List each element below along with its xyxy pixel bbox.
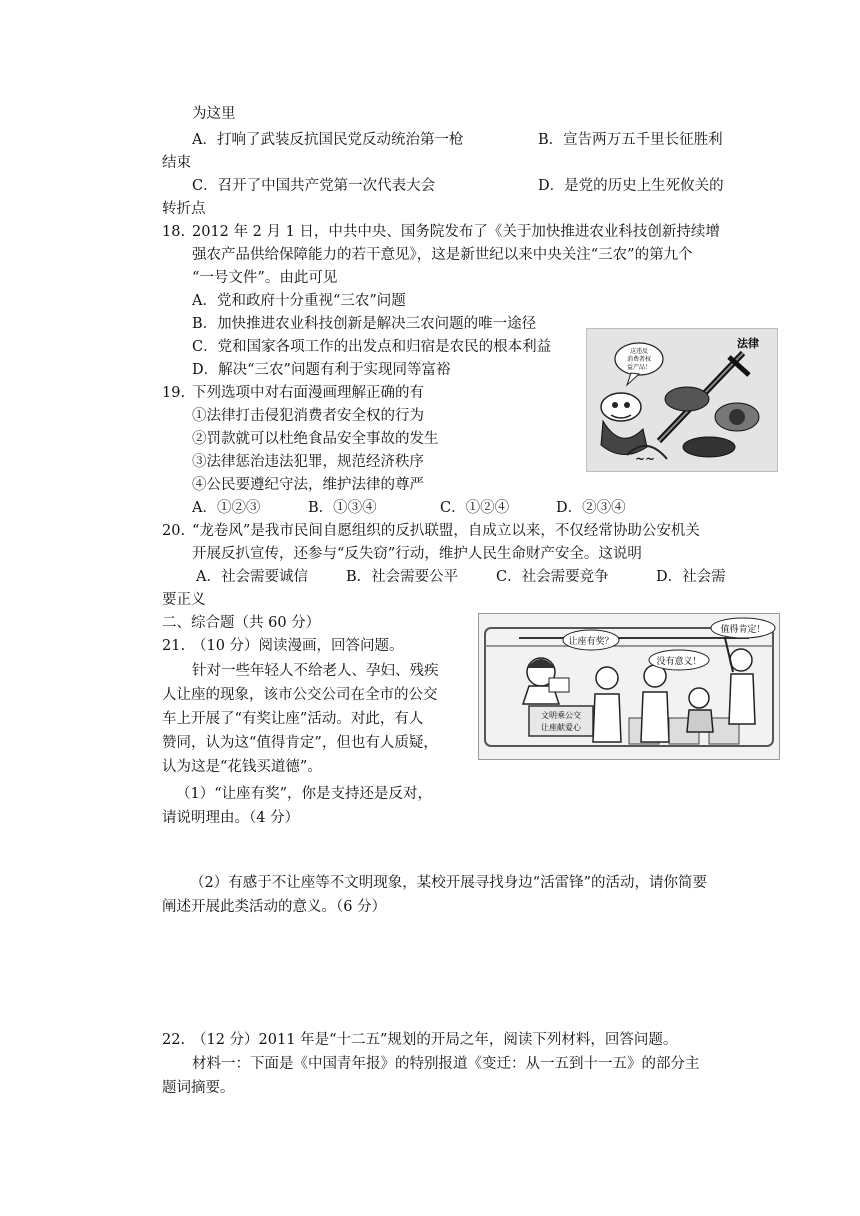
q21-cartoon-bubble-reward: 让座有奖？ — [568, 637, 614, 647]
section-2-heading: 二、综合题（共 60 分） — [162, 615, 321, 631]
q20-option-a: A．社会需要诚信 — [196, 569, 308, 585]
q18-stem-line3: “一号文件”。由此可见 — [192, 270, 338, 286]
q19-law-cartoon — [586, 328, 778, 472]
q20-option-b: B．社会需要公平 — [346, 569, 459, 585]
q18-option-c: C．党和国家各项工作的出发点和归宿是农民的根本利益 — [192, 339, 552, 355]
q19-item-3: ③法律惩治违法犯罪，规范经济秩序 — [192, 454, 424, 470]
q21-passage-line5: 认为这是“花钱买道德”。 — [162, 759, 322, 775]
q21-cartoon-sign-line2: 让座献爱心 — [541, 723, 581, 732]
q20-option-d: D．社会需 — [656, 569, 726, 585]
q19-stem: 下列选项中对右面漫画理解正确的有 — [192, 385, 424, 401]
q17-option-b-wrap: 结束 — [162, 155, 191, 171]
q19-option-c: C．①②④ — [440, 500, 510, 516]
q19-number: 19. — [162, 385, 186, 401]
q20-stem-line1: “龙卷风”是我市民间自愿组织的反扒联盟，自成立以来，不仅经常协助公安机关 — [192, 523, 700, 539]
q19-item-1: ①法律打击侵犯消费者安全权的行为 — [192, 408, 424, 424]
q19-cartoon-sword-label: 法律 — [737, 337, 759, 350]
q17-stem-tail: 为这里 — [192, 106, 236, 122]
q17-option-c: C．召开了中国共产党第一次代表大会 — [192, 178, 436, 194]
q19-cartoon-bubble-line1: 这违反 — [629, 348, 649, 355]
svg-text:~~: ~~ — [635, 452, 656, 466]
q21-cartoon-bubble-meaning: 没有意义！ — [656, 657, 702, 667]
q21-bus-cartoon — [478, 613, 780, 760]
q19-option-b: B．①③④ — [308, 500, 377, 516]
q21-cartoon-sign-line1: 文明乘公交 — [541, 711, 581, 720]
q21-cartoon-bubble-worth: 值得肯定！ — [720, 625, 766, 635]
q22-stem-line1: （12 分）2011 年是“十二五”规划的开局之年，阅读下列材料，回答问题。 — [192, 1032, 678, 1048]
q19-cartoon-bubble-line3: 益产品！ — [626, 364, 652, 371]
q21-sub1-line1: （1）“让座有奖”，你是支持还是反对， — [176, 786, 433, 802]
q22-number: 22. — [162, 1032, 186, 1048]
q22-stem-line3: 题词摘要。 — [162, 1080, 235, 1096]
q22-stem-line2: 材料一：下面是《中国青年报》的特别报道《变迁：从一五到十一五》的部分主 — [192, 1056, 700, 1072]
q21-passage-line3: 车上开展了“有奖让座”活动。对此，有人 — [162, 711, 424, 727]
q18-number: 18. — [162, 224, 186, 240]
q19-item-4: ④公民要遵纪守法，维护法律的尊严 — [192, 477, 424, 493]
q18-stem-line2: 强农产品供给保障能力的若干意见》，这是新世纪以来中央关注“三农”的第九个 — [192, 247, 693, 263]
q19-option-d: D．②③④ — [556, 500, 626, 516]
q18-stem-line1: 2012 年 2 月 1 日，中共中央、国务院发布了《关于加快推进农业科技创新持续增 — [192, 224, 720, 240]
q17-option-d-wrap: 转折点 — [162, 201, 206, 217]
q19-item-2: ②罚款就可以杜绝食品安全事故的发生 — [192, 431, 439, 447]
q17-option-a: A．打响了武装反抗国民党反动统治第一枪 — [192, 132, 464, 148]
q19-option-a: A．①②③ — [192, 500, 261, 516]
q21-sub2-line2: 阐述开展此类活动的意义。（6 分） — [162, 899, 387, 915]
q18-option-a: A．党和政府十分重视“三农”问题 — [192, 293, 406, 309]
q20-stem-line2: 开展反扒宣传，还参与“反失窃”行动，维护人民生命财产安全。这说明 — [192, 546, 642, 562]
q18-option-d: D．解决“三农”问题有利于实现同等富裕 — [192, 362, 451, 378]
q21-intro: （10 分）阅读漫画，回答问题。 — [192, 638, 404, 654]
q17-option-b: B．宣告两万五千里长征胜利 — [538, 132, 723, 148]
q20-option-c: C．社会需要竞争 — [496, 569, 609, 585]
q20-number: 20. — [162, 523, 186, 539]
q21-passage-line2: 人让座的现象，该市公交公司在全市的公交 — [162, 687, 438, 703]
q21-passage-line1: 针对一些年轻人不给老人、孕妇、残疾 — [192, 663, 439, 679]
q19-cartoon-bubble-line2: 消费者权 — [626, 356, 652, 363]
q20-option-d-wrap: 要正义 — [162, 592, 206, 608]
q17-option-d: D．是党的历史上生死攸关的 — [538, 178, 724, 194]
q21-sub2-line1: （2）有感于不让座等不文明现象，某校开展寻找身边“活雷锋”的活动，请你简要 — [190, 875, 708, 891]
q18-option-b: B．加快推进农业科技创新是解决三农问题的唯一途径 — [192, 316, 537, 332]
q21-sub1-line2: 请说明理由。（4 分） — [162, 810, 300, 826]
q21-passage-line4: 赞同，认为这“值得肯定”，但也有人质疑， — [162, 735, 438, 751]
q21-number: 21. — [162, 638, 186, 654]
